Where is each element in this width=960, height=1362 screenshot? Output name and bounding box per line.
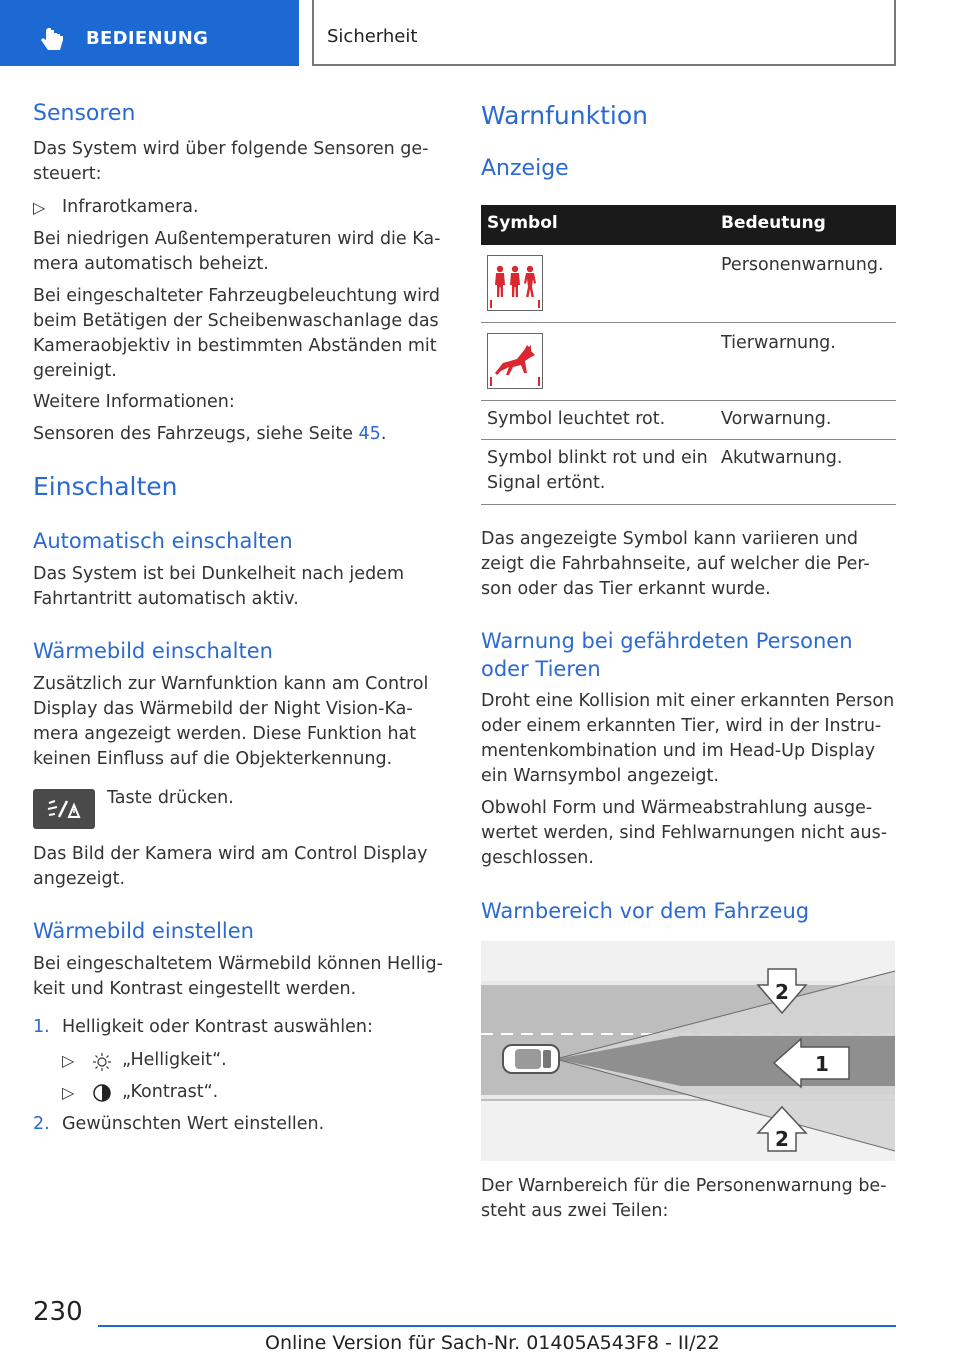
waermebild-einstellen-text: Bei eingeschaltetem Wärmebild können Hellig- keit und Kontrast eingestellt werden.: [33, 954, 443, 999]
footer-divider: [98, 1325, 896, 1327]
col-bedeutung: Bedeutung: [721, 213, 826, 233]
zone-label-front: 1: [815, 1052, 829, 1076]
page-link-45[interactable]: 45: [358, 424, 381, 444]
page-number: 230: [33, 1297, 83, 1327]
chapter-tab[interactable]: [0, 0, 299, 66]
warning-zone-diagram: [481, 941, 895, 1161]
section-title: Sicherheit: [327, 26, 418, 47]
heading-einschalten: Einschalten: [33, 472, 178, 501]
waermebild-ein-text: Zusätzlich zur Warnfunktion kann am Control Display das Wärmebild der Night Vision-Ka- mera angezeigt werden. Diese Funktion hat keinen Einfluss auf die Objekterkennung.: [33, 674, 429, 769]
bild-text: Das Bild der Kamera wird am Control Display angezeigt.: [33, 844, 428, 889]
online-version-text: Online Version für Sach-Nr. 01405A543F8 - II/22: [265, 1332, 720, 1354]
row1-meaning: Personenwarnung.: [721, 255, 884, 275]
table-header: [481, 205, 896, 245]
symbol-table: [481, 205, 896, 505]
step-1-number: 1.: [33, 1017, 50, 1037]
helligkeit-option: „Helligkeit“.: [122, 1050, 227, 1070]
gefahr-text-1: Droht eine Kollision mit einer erkannten Person oder einem erkannten Tier, wird in der Instru- mentenkombination und im Head-Up Display ein Warnsymbol angezeigt.: [481, 691, 895, 786]
bullet-glyph: ▷: [62, 1051, 75, 1070]
table-row: [481, 440, 896, 505]
heading-warnbereich: Warnbereich vor dem Fahrzeug: [481, 899, 810, 923]
table-row: [481, 323, 896, 401]
step-1-text: Helligkeit oder Kontrast auswählen:: [62, 1017, 373, 1037]
animal-warning-icon: [487, 333, 543, 389]
symbol-variiert-text: Das angezeigte Symbol kann variieren und zeigt die Fahrbahnseite, auf welcher die Per- son oder das Tier erkannt wurde.: [481, 529, 870, 599]
heading-gefaehrdete: Warnung bei gefährdeten Personen oder Tieren: [481, 629, 853, 681]
heading-automatisch: Automatisch einschalten: [33, 529, 293, 553]
col-symbol: Symbol: [487, 213, 558, 233]
kamera-reinigung: Bei eingeschalteter Fahrzeugbeleuchtung wird beim Betätigen der Scheibenwaschanlage das Kameraobjektiv in bestimmten Abständen mit gereinigt.: [33, 286, 441, 381]
sensoren-intro: Das System wird über folgende Sensoren ge- steuert:: [33, 139, 429, 184]
heading-waermebild-einstellen: Wärmebild einstellen: [33, 919, 254, 943]
table-row: [481, 401, 896, 440]
sun-brightness-icon: [92, 1052, 112, 1072]
zone-label-top: 2: [775, 980, 789, 1004]
row3-symbol: Symbol leuchtet rot.: [487, 409, 666, 429]
heading-warnfunktion: Warnfunktion: [481, 101, 648, 130]
contrast-icon: [92, 1083, 112, 1103]
sensoren-verweis: Sensoren des Fahrzeugs, siehe Seite 45.: [33, 424, 387, 444]
row3-meaning: Vorwarnung.: [721, 409, 832, 429]
row2-meaning: Tierwarnung.: [721, 333, 836, 353]
person-warning-icon: [487, 255, 543, 311]
row4-meaning: Akutwarnung.: [721, 448, 843, 468]
night-vision-button-icon[interactable]: [33, 789, 95, 829]
zone-label-bottom: 2: [775, 1127, 789, 1151]
bullet-glyph: ▷: [62, 1083, 75, 1102]
heading-waermebild-ein: Wärmebild einschalten: [33, 639, 273, 663]
bullet-glyph: ▷: [33, 198, 46, 217]
section-header: [312, 0, 896, 66]
car-icon: [503, 1045, 559, 1073]
auto-text: Das System ist bei Dunkelheit nach jedem Fahrtantritt automatisch aktiv.: [33, 564, 404, 609]
step-2-text: Gewünschten Wert einstellen.: [62, 1114, 325, 1134]
warnbereich-text: Der Warnbereich für die Personenwarnung be- steht aus zwei Teilen:: [481, 1176, 887, 1221]
weitere-informationen: Weitere Informationen:: [33, 392, 235, 412]
heading-anzeige: Anzeige: [481, 156, 569, 181]
kontrast-option: „Kontrast“.: [122, 1082, 219, 1102]
hand-pointer-icon: [40, 26, 66, 52]
taste-druecken: Taste drücken.: [107, 788, 234, 808]
kamera-heizung: Bei niedrigen Außentemperaturen wird die Ka- mera automatisch beheizt.: [33, 229, 441, 274]
row4-symbol: Symbol blinkt rot und ein Signal ertönt.: [487, 448, 708, 493]
heading-sensoren: Sensoren: [33, 101, 136, 126]
gefahr-text-2: Obwohl Form und Wärmeabstrahlung ausge- wertet werden, sind Fehlwarnungen nicht aus- geschlossen.: [481, 798, 888, 868]
chapter-label: BEDIENUNG: [86, 28, 209, 49]
step-2-number: 2.: [33, 1114, 50, 1134]
table-row: [481, 245, 896, 323]
sensor-infrarot: Infrarotkamera.: [62, 197, 199, 217]
